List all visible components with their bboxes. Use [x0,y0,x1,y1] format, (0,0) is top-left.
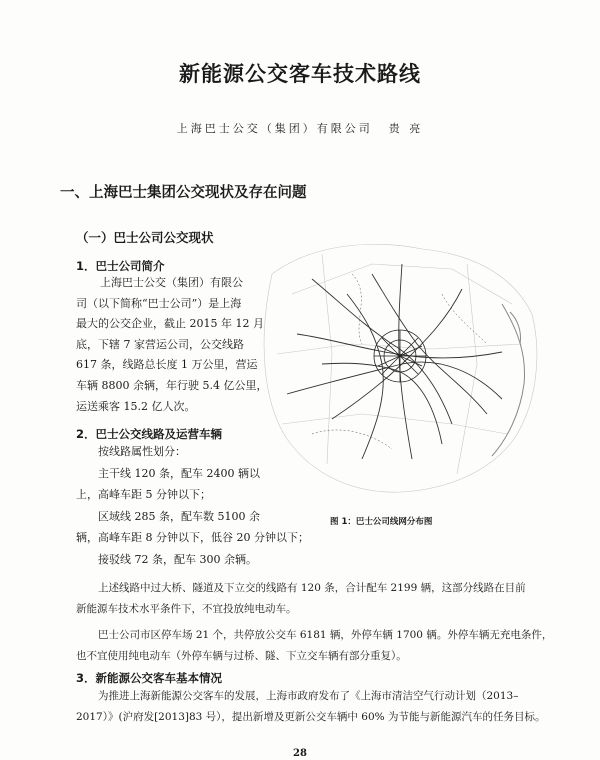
text-line: 617 条，线路总长度 1 万公里，营运 [76,358,258,372]
bus-network-map [252,234,544,500]
text-line: 上海巴士公交（集团）有限公 [100,276,243,289]
text-line: 2017）》(沪府发[2013]83 号），提出新增及更新公交车辆中 60% 为节能与新能源汽车的任务目标。 [76,710,546,723]
text-line: 底，下辖 7 家营运公司，公交线路 [76,337,244,351]
text-line: 上，高峰车距 5 分钟以下； [76,488,211,501]
figure-caption: 图 1：巴士公司线网分布图 [330,517,433,527]
policy-paragraph [0,686,545,727]
text-line: 司（以下简称“巴士公司”）是上海 [76,296,242,310]
intro-paragraph [0,273,267,417]
author-org: 上海巴士公交（集团）有限公司 [176,122,373,135]
text-line: 接驳线 72 条，配车 300 余辆。 [98,552,257,566]
coastline [492,304,525,456]
text-line: 辆，高峰车距 8 分钟以下，低谷 20 分钟以下； [76,531,309,544]
text-line: 也不宜使用纯电动车（外停车辆与过桥、隧、下立交车辆有部分重复）。 [76,649,407,662]
text-line: 车辆 8800 余辆，年行驶 5.4 亿公里， [76,378,268,392]
text-line: 新能源车技术水平条件下，不宜投放纯电动车。 [76,602,297,615]
text-line: 运送乘客 15.2 亿人次。 [76,399,196,413]
item-heading-3: 3．新能源公交客车基本情况 [76,671,223,685]
parking-paragraph [0,625,552,666]
text-line: 上述线路中过大桥、隧道及下立交的线路有 120 条，合计配车 2199 辆，这部分线路在目前 [98,582,526,594]
author-line [0,120,600,136]
item-heading-1: 1．巴士公司简介 [76,259,165,273]
text-line: 主干线 120 条，配车 2400 辆以 [98,466,260,480]
item-heading-2: 2．巴士公交线路及运营车辆 [76,427,223,441]
text-line: 按线路属性划分： [98,445,186,458]
page-title: 新能源公交客车技术路线 [179,62,421,86]
bridge-paragraph [0,578,526,619]
author-name: 贵 亮 [388,122,424,135]
dense-core [374,330,426,382]
section-heading-1: 一、上海巴士集团公交现状及存在问题 [60,185,307,201]
subsection-heading-1: （一）巴士公司公交现状 [76,230,214,245]
text-line: 巴士公司市区停车场 21 个，共停放公交车 6181 辆，外停车辆 1700 辆。外停车辆无充电条件， [98,629,553,641]
text-line: 最大的公交企业，截止 2015 年 12 月 [76,317,264,331]
text-line: 为推进上海新能源公交客车的发展，上海市政府发布了《上海市清洁空气行动计划（2013– [98,690,519,702]
page-number: 28 [293,748,307,759]
text-line: 区域线 285 条，配车数 5100 余 [98,509,260,523]
